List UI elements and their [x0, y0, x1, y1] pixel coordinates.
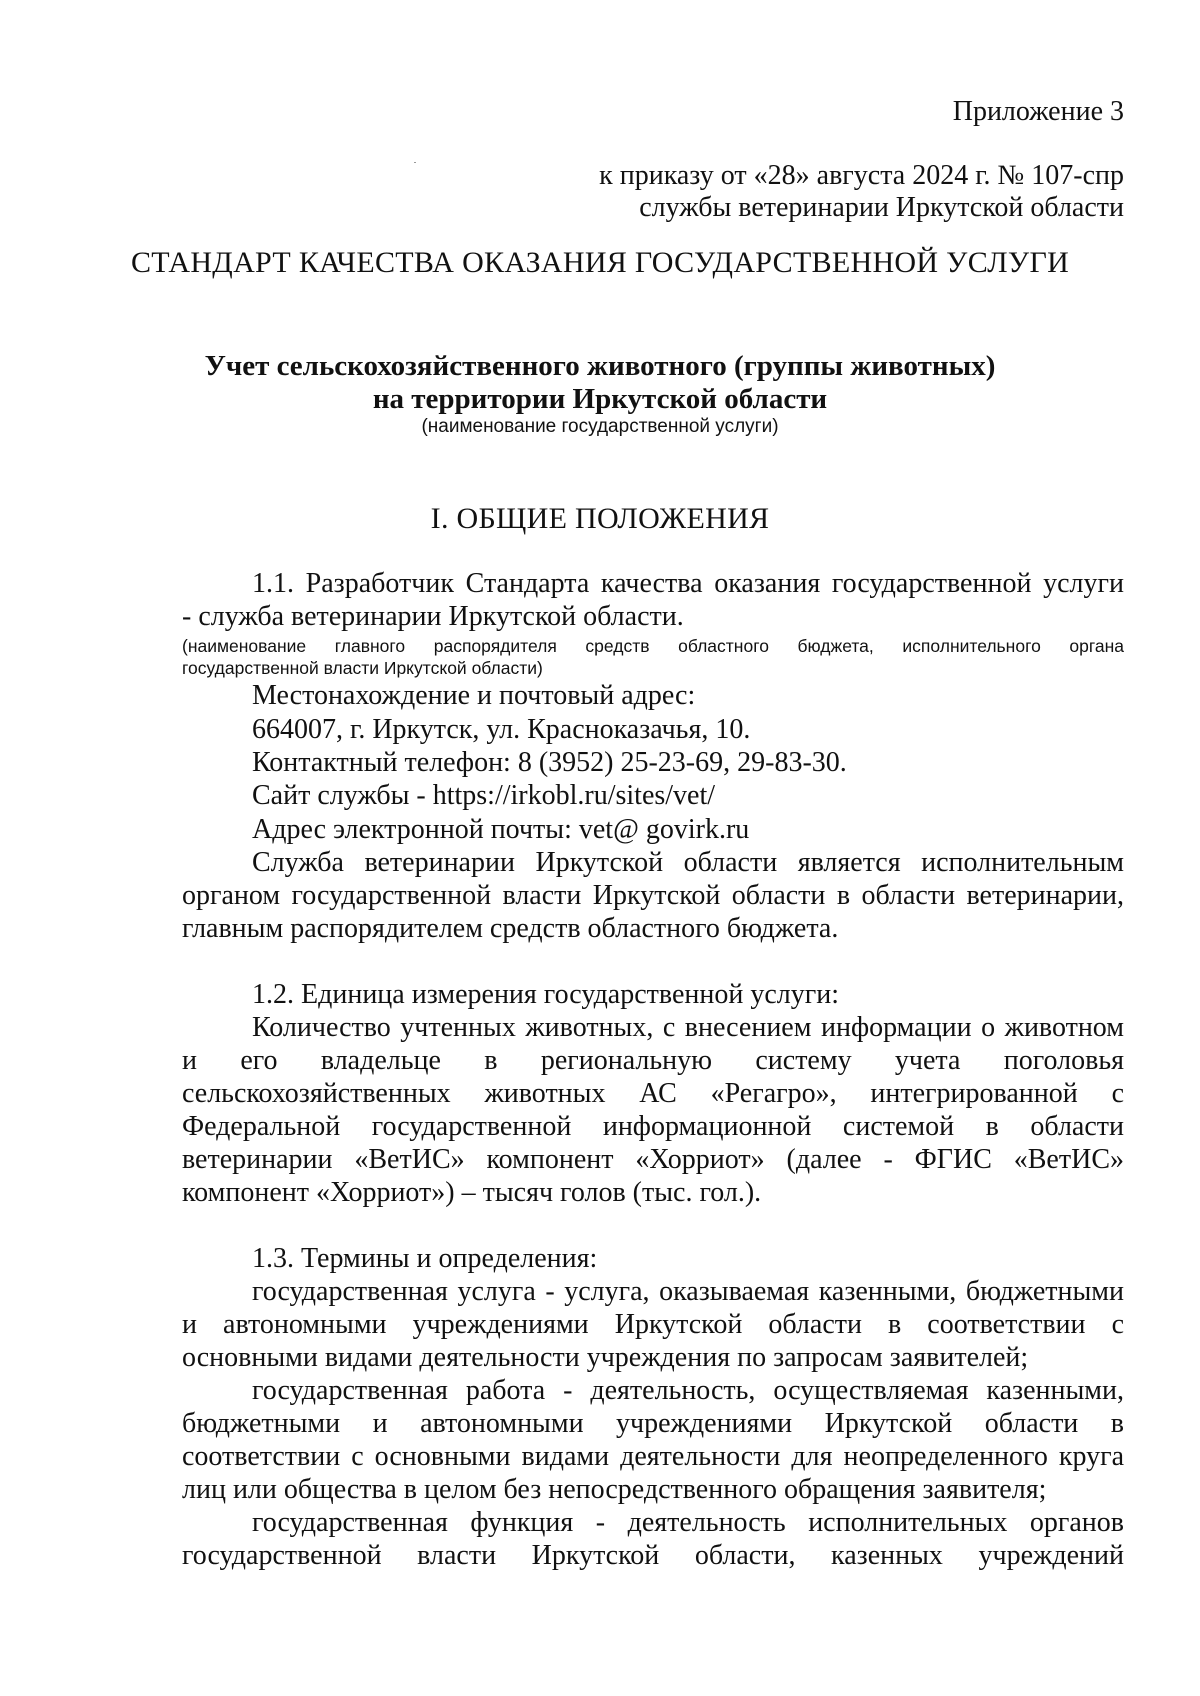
p11-note-line1: (наименование главного распорядителя средств областного бюджета, исполнительного органа — [182, 636, 1124, 656]
order-reference: к приказу от «28» августа 2024 г. № 107-спр — [599, 160, 1124, 191]
p11-note-line2: государственной власти Иркутской области) — [182, 658, 543, 678]
service-website: Сайт службы - https://irkobl.ru/sites/vet/ — [252, 780, 716, 811]
address-label: Местонахождение и почтовый адрес: — [252, 680, 696, 711]
service-name-line1: Учет сельскохозяйственного животного (группы животных) — [204, 350, 996, 382]
service-name-line2: на территории Иркутской области — [372, 383, 828, 415]
issuing-organization: службы ветеринарии Иркутской области — [639, 192, 1124, 223]
p12-heading: 1.2. Единица измерения государственной услуги: — [252, 979, 839, 1010]
p11-line1: 1.1. Разработчик Стандарта качества оказания государственной услуги — [252, 568, 1124, 599]
p12-line5: ветеринарии «ВетИС» компонент «Хорриот» (далее - ФГИС «ВетИС» — [182, 1144, 1124, 1175]
service-email: Адрес электронной почты: vet@ govirk.ru — [252, 814, 750, 845]
term-work-line3: соответствии с основными видами деятельности для неопределенного круга — [182, 1441, 1124, 1472]
term-work-line2: бюджетными и автономными учреждениями Иркутской области в — [182, 1408, 1124, 1439]
p12-line6: компонент «Хорриот») – тысяч голов (тыс. гол.). — [182, 1177, 762, 1208]
term-service-line1: государственная услуга - услуга, оказываемая казенными, бюджетными — [252, 1276, 1124, 1307]
postal-address: 664007, г. Иркутск, ул. Красноказачья, 10. — [252, 714, 751, 745]
status-line2: органом государственной власти Иркутской области в области ветеринарии, — [182, 880, 1124, 911]
term-work-line4: лиц или общества в целом без непосредственного обращения заявителя; — [182, 1474, 1047, 1505]
p12-line2: и его владельце в региональную систему учета поголовья — [182, 1045, 1124, 1076]
term-function-line2: государственной власти Иркутской области, казенных учреждений — [182, 1540, 1124, 1571]
contact-phone: Контактный телефон: 8 (3952) 25-23-69, 29-83-30. — [252, 747, 847, 778]
section-heading: I. ОБЩИЕ ПОЛОЖЕНИЯ — [430, 502, 770, 535]
service-name-caption: (наименование государственной услуги) — [421, 416, 779, 437]
document-title: СТАНДАРТ КАЧЕСТВА ОКАЗАНИЯ ГОСУДАРСТВЕННОЙ УСЛУГИ — [130, 246, 1070, 279]
status-line3: главным распорядителем средств областного бюджета. — [182, 913, 839, 944]
p13-heading: 1.3. Термины и определения: — [252, 1243, 598, 1274]
scan-speck — [414, 162, 416, 163]
term-function-line1: государственная функция - деятельность исполнительных органов — [252, 1507, 1124, 1538]
term-work-line1: государственная работа - деятельность, осуществляемая казенными, — [252, 1375, 1124, 1406]
term-service-line2: и автономными учреждениями Иркутской области в соответствии с — [182, 1309, 1124, 1340]
p12-line3: сельскохозяйственных животных АС «Регагро», интегрированной с — [182, 1078, 1124, 1109]
p12-line4: Федеральной государственной информационной системой в области — [182, 1111, 1124, 1142]
appendix-label: Приложение 3 — [952, 96, 1124, 127]
p12-line1: Количество учтенных животных, с внесением информации о животном — [252, 1012, 1124, 1043]
term-service-line3: основными видами деятельности учреждения по запросам заявителей; — [182, 1342, 1029, 1373]
status-line1: Служба ветеринарии Иркутской области является исполнительным — [252, 847, 1124, 878]
p11-line2: - служба ветеринарии Иркутской области. — [182, 601, 684, 632]
